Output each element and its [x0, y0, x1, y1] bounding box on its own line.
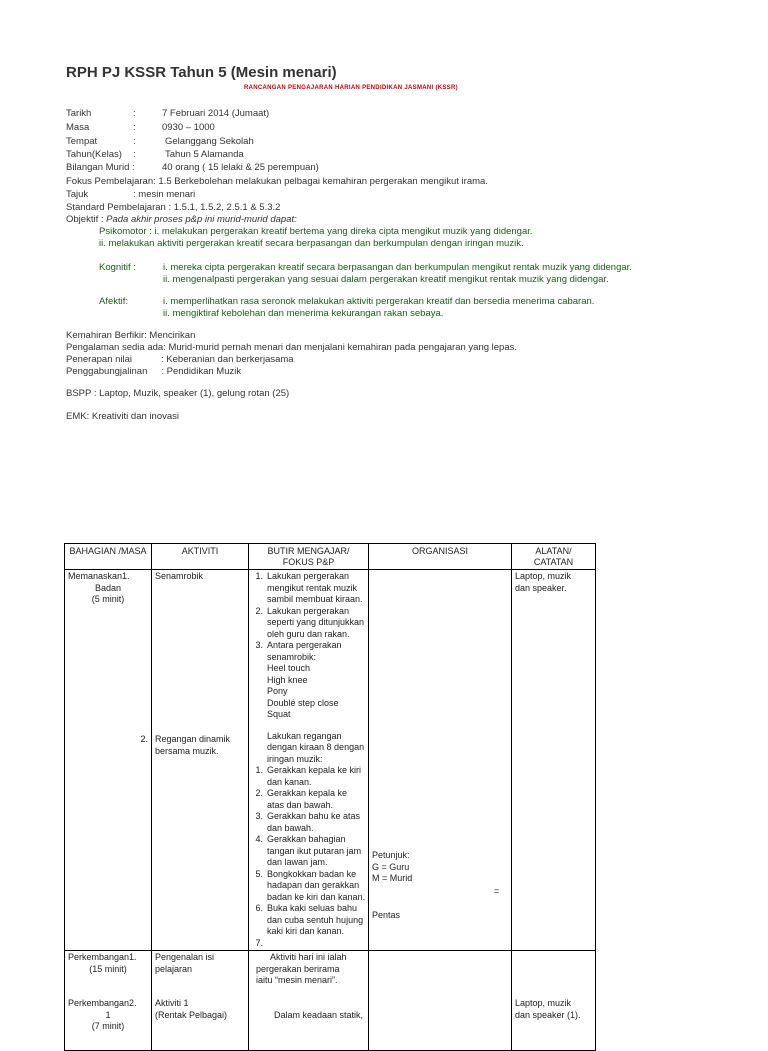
tajuk-value: : mesin menari — [133, 189, 196, 200]
list-number: 3. — [255, 811, 263, 821]
info-label-tarikh: Tarikh — [66, 108, 92, 119]
kognitif-line-1: i. mereka cipta pergerakan kreatif secara berpasangan dan berkumpulan mengikut rentak muzik yang didengar. — [163, 262, 632, 273]
header-alatan: ALATAN/ CATATAN — [512, 544, 596, 570]
bspp: BSPP : Laptop, Muzik, speaker (1), gelung rotan (25) — [66, 388, 290, 399]
list-item: 6. Buka kaki seluas bahu dan cuba sentuh hujung kaki kiri dan kanan. — [249, 903, 365, 938]
header-aktiviti: AKTIVITI — [152, 544, 249, 570]
standard-pembelajaran: Standard Pembelajaran : 1.5.1, 1.5.2, 2.5.1 & 5.3.2 — [66, 202, 281, 213]
cell-organisasi: Petunjuk: G = Guru M = Murid = Pentas — [369, 570, 512, 951]
page-subtitle: RANCANGAN PENGAJARAN HARIAN PENDIDIKAN JASMANI (KSSR) — [244, 85, 458, 91]
page-title: RPH PJ KSSR Tahun 5 (Mesin menari) — [66, 64, 337, 81]
fokus-pembelajaran: Fokus Pembelajaran: 1.5 Berkebolehan melakukan pelbagai kemahiran pergerakan mengikut irama. — [66, 176, 488, 187]
pentas-label: Pentas — [372, 910, 401, 920]
afektif-label: Afektif: — [99, 296, 129, 307]
afektif-line-2: ii. mengiktiraf kebolehan dan menerima kekurangan rakan sebaya. — [163, 308, 444, 319]
info-label-bilangan: Bilangan Murid : — [66, 162, 135, 173]
cell-aktiviti: Pengenalan isi pelajaran Aktiviti 1 (Rentak Pelbagai) — [152, 951, 249, 1051]
header-organisasi: ORGANISASI — [369, 544, 512, 570]
list-item: 4. Gerakkan bahagian tangan ikut putaran jam dan lawan jam. — [249, 834, 365, 869]
list-number: 6. — [255, 903, 263, 913]
afektif-line-1: i. memperlihatkan rasa seronok melakukan aktiviti pergerakan kreatif dan bersedia menerima cabaran. — [163, 296, 595, 307]
info-sep: : — [133, 122, 136, 133]
list-number: 2. — [255, 788, 263, 798]
table-row — [65, 570, 596, 951]
butir-list-b — [249, 765, 365, 949]
lesson-table — [64, 543, 596, 1051]
list-item: 3. Antara pergerakan senamrobik: Heel touch High knee Pony Doublé step close Squat — [249, 640, 365, 721]
list-item: 5. Bongkokkan badan ke hadapan dan gerakkan badan ke kiri dan kanan. — [249, 869, 365, 904]
penerapan-nilai-value: : Keberanian dan berkerjasama — [161, 354, 294, 365]
cell-butir — [249, 570, 369, 951]
cell-alatan: Laptop, muzik dan speaker (1). — [512, 951, 596, 1051]
list-number: 4. — [255, 834, 263, 844]
info-label-tempat: Tempat — [66, 136, 98, 147]
info-label-tahun: Tahun(Kelas) — [66, 149, 122, 160]
header-bahagian: BAHAGIAN /MASA — [65, 544, 152, 570]
cell-organisasi — [369, 951, 512, 1051]
info-label-masa: Masa — [66, 122, 90, 133]
butir-mid: Lakukan regangan dengan kiraan 8 dengan iringan muzik: — [267, 730, 365, 764]
header-butir: BUTIR MENGAJAR/ FOKUS P&P — [249, 544, 369, 570]
list-number: 3. — [255, 640, 263, 650]
list-item: 2. Gerakkan kepala ke atas dan bawah. — [249, 788, 365, 811]
kognitif-label: Kognitif : — [99, 262, 136, 273]
list-item: 2. Lakukan pergerakan seperti yang ditunjukkan oleh guru dan rakan. — [249, 606, 365, 641]
cell-bahagian: Memanaskan1. Badan (5 minit) 2. — [65, 570, 152, 951]
emk: EMK: Kreativiti dan inovasi — [66, 411, 179, 422]
objektif-text: Pada akhir proses p&p ini murid-murid dapat: — [106, 214, 297, 225]
list-item: 1. Lakukan pergerakan mengikut rentak muzik sambil membuat kiraan. — [249, 571, 365, 606]
info-value-bilangan: 40 orang ( 15 lelaki & 25 perempuan) — [162, 162, 319, 173]
butir-list-a — [249, 571, 365, 721]
info-sep: : — [133, 108, 136, 119]
list-number: 2. — [255, 605, 263, 616]
psikomotor-line-1: Psikomotor : i. melakukan pergerakan kreatif bertema yang direka cipta mengikut muzik yang didengar. — [99, 226, 533, 237]
info-sep: : — [133, 149, 136, 160]
cell-alatan: Laptop, muzik dan speaker. — [512, 570, 596, 951]
cell-aktiviti: Senamrobik Regangan dinamik bersama muzik. — [152, 570, 249, 951]
penggabungjalinan: Penggabungjalinan : Pendidikan Muzik — [66, 366, 242, 377]
tajuk-label: Tajuk — [66, 189, 89, 200]
pengalaman-sedia-ada: Pengalaman sedia ada: Murid-murid pernah menari dan menjalani kemahiran pada pengajaran yang lepas. — [66, 342, 518, 353]
penerapan-nilai: Penerapan nilai : Keberanian dan berkerjasama — [66, 354, 294, 365]
cell-bahagian: Perkembangan1. (15 minit) Perkembangan2. 1 (7 minit) — [65, 951, 152, 1051]
objektif-label: Objektif : — [66, 214, 107, 225]
list-item — [249, 938, 365, 950]
info-value-tempat: Gelanggang Sekolah — [165, 136, 254, 147]
cell-butir: Aktiviti hari ini ialah pergerakan berirama iaitu “mesin menari”. Dalam keadaan statik, — [249, 951, 369, 1051]
info-value-masa: 0930 – 1000 — [162, 122, 215, 133]
list-number: 5. — [255, 868, 263, 879]
equals-sign: = — [494, 886, 500, 896]
list-number: 1. — [255, 571, 263, 581]
info-value-tahun: Tahun 5 Alamanda — [165, 149, 244, 160]
objektif — [66, 214, 297, 225]
list-number: 1. — [255, 765, 263, 775]
info-sep: : — [133, 136, 136, 147]
list-item: 3. Gerakkan bahu ke atas dan bawah. — [249, 811, 365, 834]
kognitif-line-2: ii. mengenalpasti pergerakan yang sesuai dalam pergerakan kreatif mengikut rentak muzik yang didengar. — [163, 274, 609, 285]
kemahiran-berfikir: Kemahiran Berfikir: Mencirikan — [66, 330, 196, 341]
list-item: 1. Gerakkan kepala ke kiri dan kanan. — [249, 765, 365, 788]
table-header-row — [65, 544, 596, 570]
table-row — [65, 951, 596, 1051]
list-number: 7. — [255, 937, 263, 948]
info-value-tarikh: 7 Februari 2014 (Jumaat) — [162, 108, 270, 119]
psikomotor-line-2: ii. melakukan aktiviti pergerakan kreatif secara berpasangan dan berkumpulan dengan iringan muzik. — [99, 238, 524, 249]
